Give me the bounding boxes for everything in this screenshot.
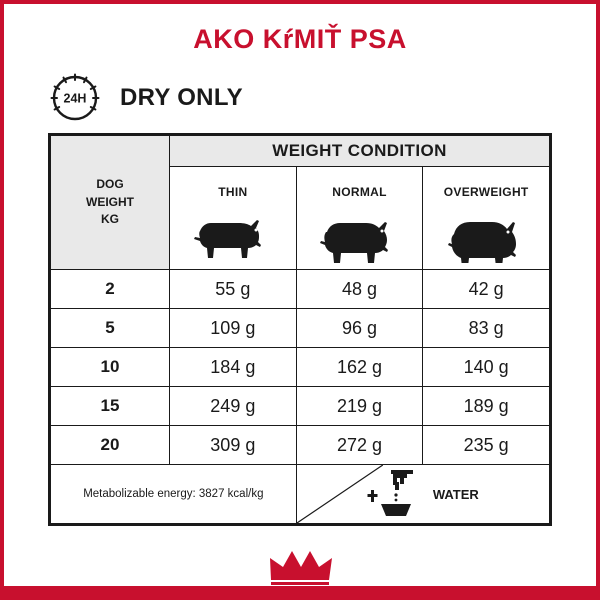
overweight-dog-icon <box>423 207 549 263</box>
row-normal-value: 48 g <box>296 270 423 309</box>
thin-dog-icon <box>170 207 296 263</box>
table-row <box>51 426 550 465</box>
table-header-row <box>51 136 550 167</box>
normal-dog-icon <box>297 207 423 263</box>
feeding-table <box>48 133 552 526</box>
table-row <box>51 387 550 426</box>
table-footer-row <box>51 465 550 524</box>
row-overweight-value: 83 g <box>423 309 550 348</box>
condition-normal-label: NORMAL <box>332 184 387 199</box>
table-row <box>51 270 550 309</box>
row-weight: 15 <box>51 387 170 426</box>
feeding-mode-label: DRY ONLY <box>120 84 243 111</box>
water-recommendation <box>296 465 549 524</box>
table-row <box>51 309 550 348</box>
dog-weight-line-1: DOG <box>96 177 124 192</box>
row-normal-value: 219 g <box>296 387 423 426</box>
24h-badge-icon <box>48 71 102 125</box>
row-normal-value: 272 g <box>296 426 423 465</box>
row-weight: 10 <box>51 348 170 387</box>
dog-weight-line-2: WEIGHT <box>86 194 134 209</box>
row-thin-value: 249 g <box>170 387 297 426</box>
condition-overweight <box>423 167 550 270</box>
water-label: WATER <box>432 486 479 502</box>
weight-condition-header: WEIGHT CONDITION <box>170 136 550 167</box>
dog-weight-header <box>51 136 170 270</box>
row-normal-value: 96 g <box>296 309 423 348</box>
page-title: AKO KŕMIŤ PSA <box>193 24 407 54</box>
row-weight: 2 <box>51 270 170 309</box>
feeding-mode-row <box>4 71 596 125</box>
row-weight: 20 <box>51 426 170 465</box>
table-row <box>51 348 550 387</box>
faucet-bowl-icon <box>367 468 425 520</box>
condition-normal <box>296 167 423 270</box>
royal-canin-crown-icon <box>267 546 333 586</box>
brand-logo <box>4 546 596 586</box>
condition-overweight-label: OVERWEIGHT <box>443 184 529 199</box>
condition-thin-label: THIN <box>218 184 248 199</box>
dog-weight-line-3: KG <box>101 212 119 227</box>
metabolizable-energy-note: Metabolizable energy: 3827 kcal/kg <box>51 465 297 524</box>
row-normal-value: 162 g <box>296 348 423 387</box>
row-overweight-value: 42 g <box>423 270 550 309</box>
24h-badge-text: 24H <box>63 91 87 106</box>
row-weight: 5 <box>51 309 170 348</box>
row-overweight-value: 140 g <box>423 348 550 387</box>
condition-thin <box>170 167 297 270</box>
row-overweight-value: 189 g <box>423 387 550 426</box>
row-overweight-value: 235 g <box>423 426 550 465</box>
bottom-accent-bar <box>4 586 600 600</box>
row-thin-value: 109 g <box>170 309 297 348</box>
row-thin-value: 55 g <box>170 270 297 309</box>
row-thin-value: 309 g <box>170 426 297 465</box>
row-thin-value: 184 g <box>170 348 297 387</box>
